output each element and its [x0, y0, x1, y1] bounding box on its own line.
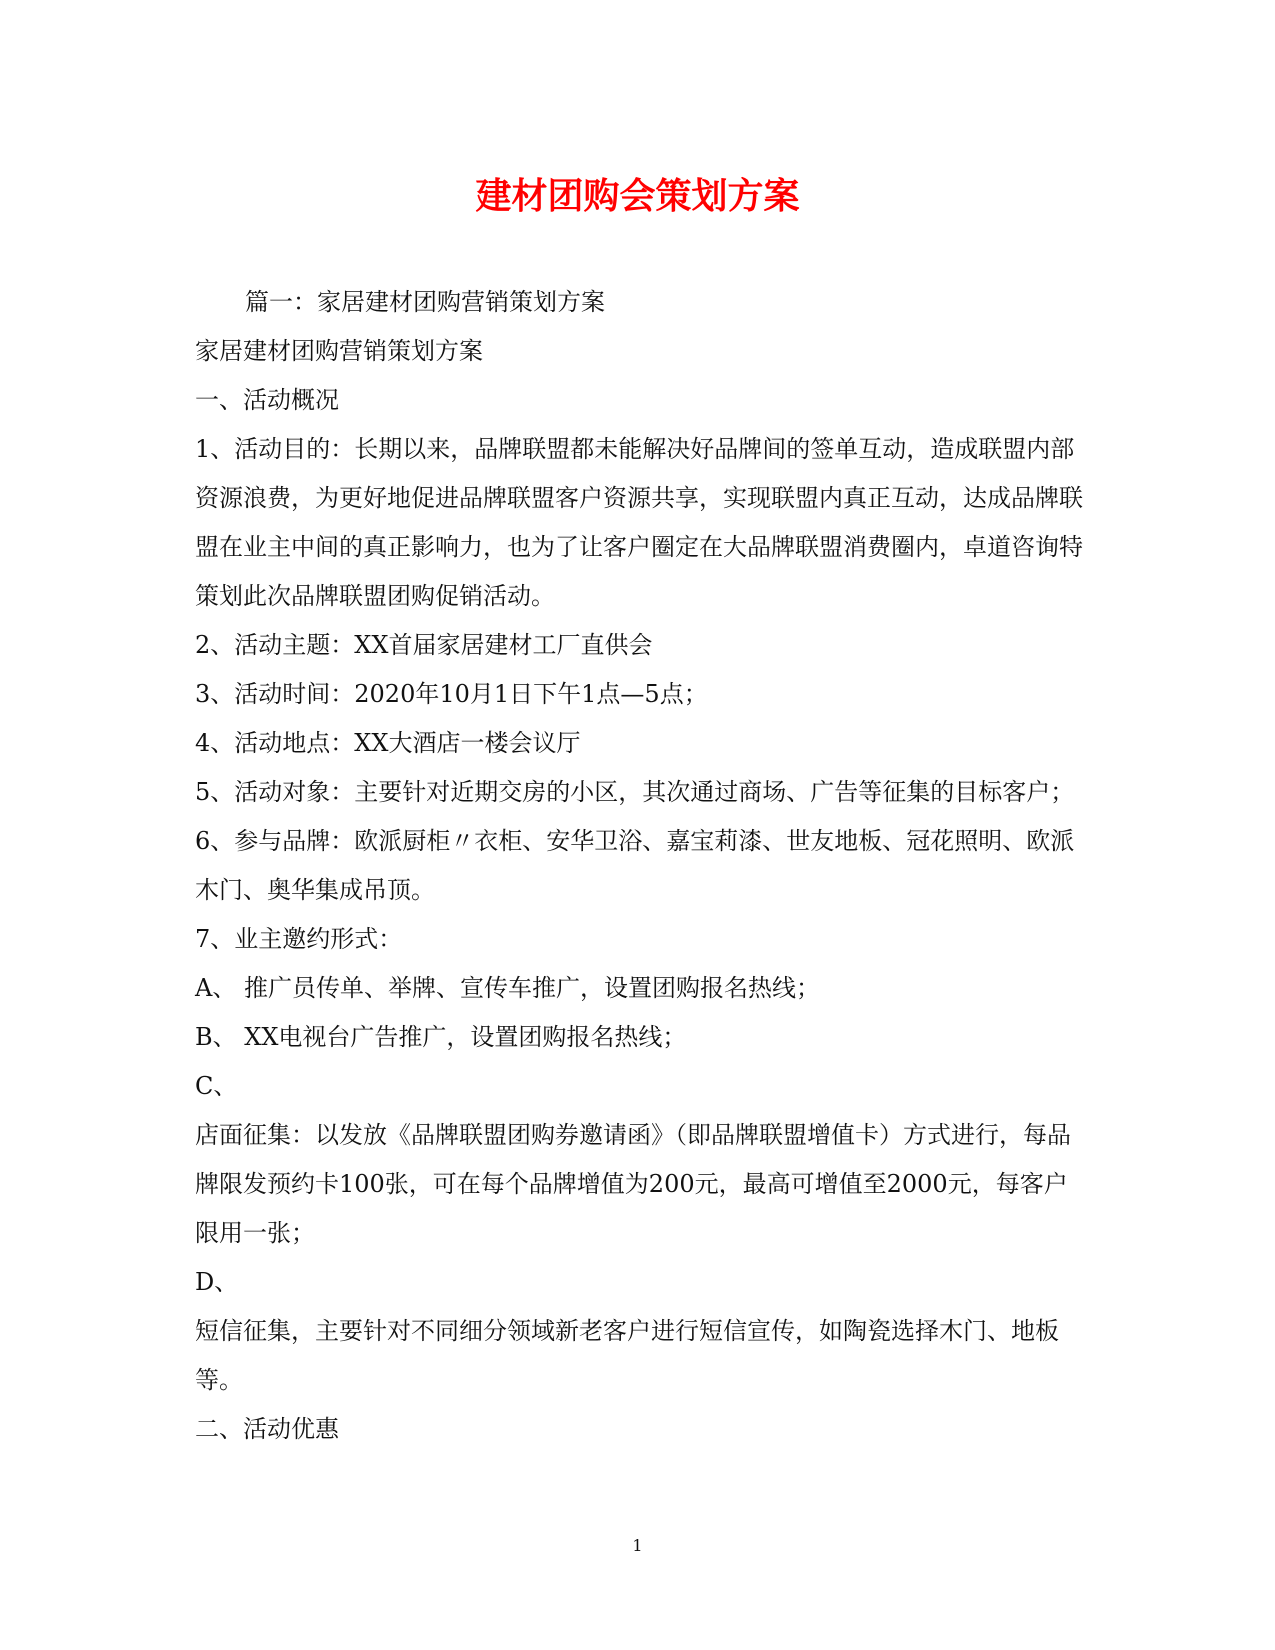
paragraph-time: 3、活动时间：2020年10月1日下午1点—5点； [195, 680, 708, 708]
document-body [195, 278, 1090, 1454]
subtitle: 家居建材团购营销策划方案 [195, 337, 483, 365]
paragraph-brands: 6、参与品牌：欧派厨柜〃衣柜、安华卫浴、嘉宝莉漆、世友地板、冠花照明、欧派木门、奥华集成吊顶。 [195, 827, 1075, 904]
list-item-c-text: 店面征集：以发放《品牌联盟团购券邀请函》（即品牌联盟增值卡）方式进行，每品牌限发预约卡100张，可在每个品牌增值为200元，最高可增值至2000元，每客户限用一张； [195, 1121, 1071, 1247]
section-heading: 篇一：家居建材团购营销策划方案 [245, 288, 605, 316]
page-number: 1 [632, 1536, 643, 1555]
paragraph-invitation: 7、业主邀约形式： [195, 925, 403, 953]
paragraph-location: 4、活动地点：XX大酒店一楼会议厅 [195, 729, 581, 757]
list-item-b: B、 XX电视台广告推广，设置团购报名热线； [195, 1023, 687, 1051]
list-item-d-label: D、 [195, 1268, 239, 1296]
list-item-d-text: 短信征集，主要针对不同细分领域新老客户进行短信宣传，如陶瓷选择木门、地板等。 [195, 1317, 1059, 1394]
paragraph-audience: 5、活动对象：主要针对近期交房的小区，其次通过商场、广告等征集的目标客户； [195, 778, 1075, 806]
section-heading: 一、活动概况 [195, 386, 339, 414]
paragraph-purpose: 1、活动目的：长期以来，品牌联盟都未能解决好品牌间的签单互动，造成联盟内部资源浪费，为更好地促进品牌联盟客户资源共享，实现联盟内真正互动，达成品牌联盟在业主中间的真正影响力，也为了让客户圈定在大品牌联盟消费圈内，卓道咨询特策划此次品牌联盟团购促销活动。 [195, 435, 1083, 610]
paragraph-theme: 2、活动主题：XX首届家居建材工厂直供会 [195, 631, 653, 659]
list-item-a: A、 推广员传单、举牌、宣传车推广，设置团购报名热线； [195, 974, 820, 1002]
list-item-c-label: C、 [195, 1072, 238, 1100]
document-title: 建材团购会策划方案 [475, 175, 800, 217]
section-heading: 二、活动优惠 [195, 1415, 339, 1443]
